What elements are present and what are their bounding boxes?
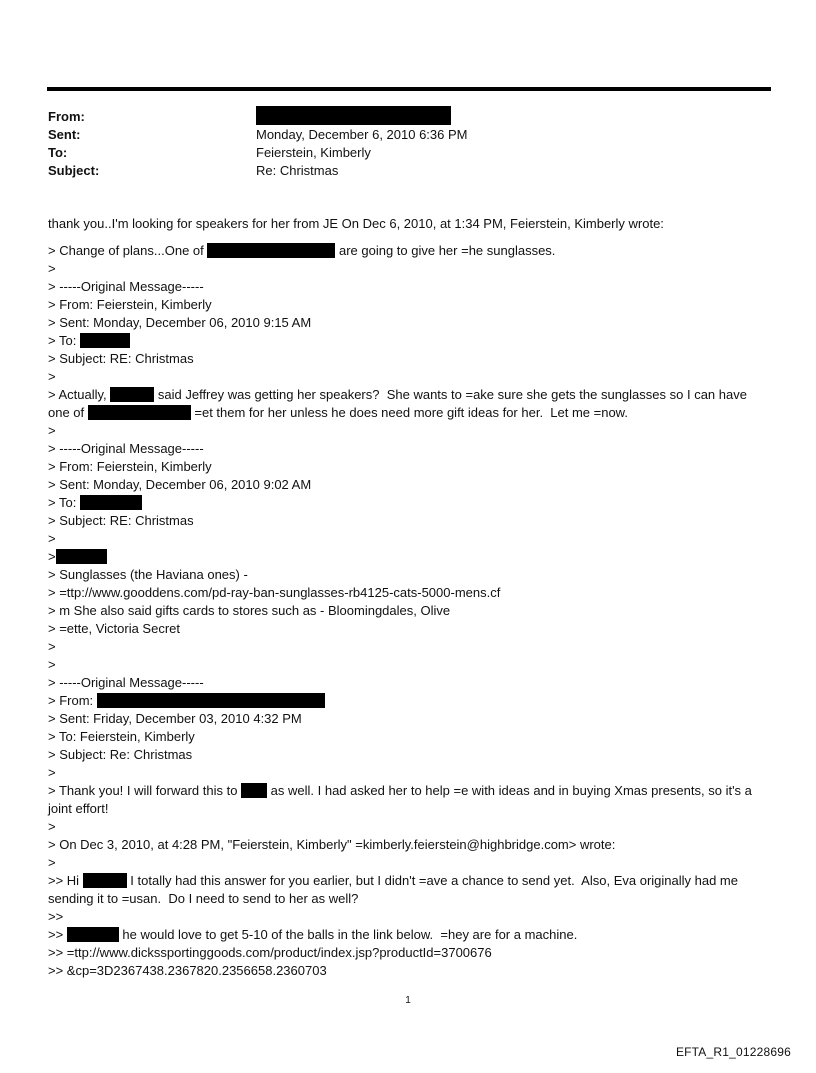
body-line: >: [48, 765, 56, 780]
body-line: > From: Feierstein, Kimberly: [48, 459, 212, 474]
body-line: > m She also said gifts cards to stores such as - Bloomingdales, Olive: [48, 603, 451, 618]
redaction: [80, 333, 130, 348]
body-line: > -----Original Message-----: [48, 441, 204, 456]
to-value: Feierstein, Kimberly: [256, 145, 371, 160]
redaction: [56, 549, 107, 564]
redaction: [88, 405, 191, 420]
from-redaction: [256, 106, 451, 127]
body-line: > Subject: Re: Christmas: [48, 747, 193, 762]
header-rule: [47, 87, 771, 91]
body-line: thank you..I'm looking for speakers for her from JE On Dec 6, 2010, at 1:34 PM, Feierstein, Kimberly wrote:: [48, 216, 664, 231]
page-number: 1: [405, 995, 411, 1006]
body-line: > Actually, said Jeffrey was getting her speakers? She wants to =ake sure she gets the sunglasses so I can have: [48, 387, 747, 402]
body-line: >: [48, 657, 56, 672]
to-label: To:: [48, 145, 68, 160]
body-line: >: [48, 423, 56, 438]
redaction: [83, 873, 127, 888]
body-line: > To: Feierstein, Kimberly: [48, 729, 195, 744]
body-line: >> Hi I totally had this answer for you earlier, but I didn't =ave a chance to send yet. Also, Eva originally had me: [48, 873, 738, 888]
body-line: > Thank you! I will forward this to as well. I had asked her to help =e with ideas and in buying Xmas presents, so it's a: [48, 783, 752, 798]
redaction: [80, 495, 142, 510]
body-line: > To:: [48, 332, 778, 350]
body-line: one of =et them for her unless he does need more gift ideas for her. Let me =now.: [48, 405, 628, 420]
body-line: >: [48, 548, 778, 566]
redaction: [207, 243, 335, 258]
body-line: >: [48, 855, 56, 870]
from-label: From:: [48, 109, 85, 124]
body-line: > Subject: RE: Christmas: [48, 351, 194, 366]
body-line: joint effort!: [48, 801, 109, 816]
body-line: >: [48, 639, 56, 654]
body-line: > =ttp://www.gooddens.com/pd-ray-ban-sunglasses-rb4125-cats-5000-mens.cf: [48, 585, 501, 600]
body-line: >> =ttp://www.dickssportinggoods.com/product/index.jsp?productId=3700676: [48, 945, 492, 960]
body-line: > -----Original Message-----: [48, 675, 204, 690]
body-line: > From: Feierstein, Kimberly: [48, 297, 212, 312]
body-line: > From:: [48, 692, 778, 710]
body-line: > To:: [48, 494, 778, 512]
subject-value: Re: Christmas: [256, 163, 339, 178]
redaction: [241, 783, 267, 798]
subject-label: Subject:: [48, 163, 100, 178]
body-line: > Sent: Friday, December 03, 2010 4:32 PM: [48, 711, 302, 726]
body-line: > Subject: RE: Christmas: [48, 513, 194, 528]
body-line: >: [48, 531, 56, 546]
body-line: > Sunglasses (the Haviana ones) -: [48, 567, 248, 582]
body-line: > -----Original Message-----: [48, 279, 204, 294]
body-line: >: [48, 261, 56, 276]
redaction: [110, 387, 154, 402]
redaction: [97, 693, 325, 708]
body-line: >: [48, 819, 56, 834]
body-line: > On Dec 3, 2010, at 4:28 PM, "Feierstein, Kimberly" =kimberly.feierstein@highbridge.com> wrote:: [48, 837, 616, 852]
body-line: >> &cp=3D2367438.2367820.2356658.2360703: [48, 963, 327, 978]
body-line: >> he would love to get 5-10 of the balls in the link below. =hey are for a machine.: [48, 927, 578, 942]
bates-number: EFTA_R1_01228696: [675, 1045, 791, 1059]
body-line: > Sent: Monday, December 06, 2010 9:15 AM: [48, 315, 312, 330]
body-line: >: [48, 369, 56, 384]
sent-label: Sent:: [48, 127, 81, 142]
body-line: > =ette, Victoria Secret: [48, 621, 180, 636]
body-line: > Change of plans...One of are going to give her =he sunglasses.: [48, 243, 556, 258]
redaction: [67, 927, 119, 942]
body-line: > Sent: Monday, December 06, 2010 9:02 AM: [48, 477, 312, 492]
body-line: sending it to =usan. Do I need to send to her as well?: [48, 891, 359, 906]
body-line: >>: [48, 909, 64, 924]
sent-value: Monday, December 6, 2010 6:36 PM: [256, 127, 468, 142]
email-body: [48, 215, 778, 980]
